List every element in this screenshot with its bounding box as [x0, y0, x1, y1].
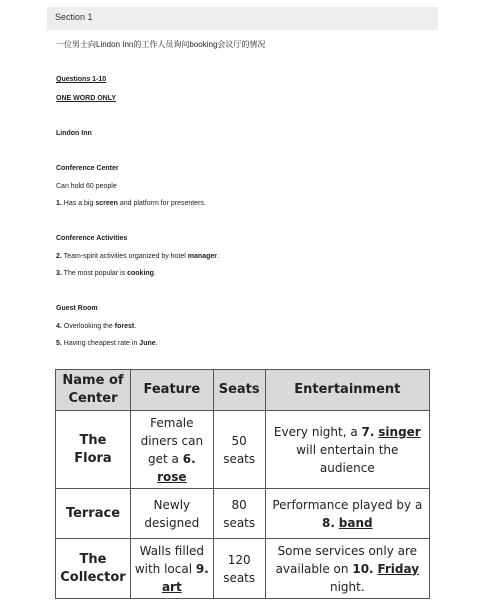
centers-table [55, 369, 430, 599]
center-name: Terrace [56, 489, 131, 539]
capacity-text: Can hold 60 people [56, 183, 117, 190]
column-header: Feature [130, 370, 213, 411]
table-row [56, 489, 430, 539]
answer: singer [378, 424, 421, 439]
answer: band [338, 515, 373, 530]
feature-cell: Walls filled with local 9. art [130, 539, 213, 599]
questions-range: Questions 1-10 [56, 76, 107, 83]
answer: screen [95, 200, 118, 207]
table-header-row [56, 370, 430, 411]
answer: forest [114, 323, 135, 330]
center-name: The Collector [56, 539, 131, 599]
subtitle: 一位男士向Lindon Inn的工作人员询问booking会议厅的情况 [56, 40, 266, 49]
activities-heading: Conference Activities [56, 235, 128, 242]
answer: art [161, 579, 182, 594]
answer: Friday [377, 561, 420, 576]
question-item-3: 3. The most popular is cooking. [56, 270, 156, 277]
section-header [47, 7, 438, 30]
entertainment-cell: Every night, a 7. singer will entertain the audience [265, 411, 429, 489]
seats-cell: 120 seats [213, 539, 265, 599]
word-limit: ONE WORD ONLY [56, 95, 117, 102]
answer: rose [157, 469, 187, 484]
answer: cooking [127, 270, 154, 277]
conference-center-heading: Conference Center [56, 165, 119, 172]
seats-cell: 50 seats [213, 411, 265, 489]
entertainment-cell: Performance played by a 8. band [265, 489, 429, 539]
entertainment-cell: Some services only are available on 10. Friday night. [265, 539, 429, 599]
answer: manager [187, 253, 217, 260]
feature-cell: Newly designed [130, 489, 213, 539]
center-name: The Flora [56, 411, 131, 489]
seats-cell: 80 seats [213, 489, 265, 539]
column-header: Entertainment [265, 370, 429, 411]
feature-cell: Female diners can get a 6. rose [130, 411, 213, 489]
section-title: Section 1 [55, 12, 93, 22]
venue-name: Lindon Inn [56, 130, 92, 137]
guest-room-heading: Guest Room [56, 305, 98, 312]
table-row [56, 411, 430, 489]
question-item-5: 5. Having cheapest rate in June. [56, 340, 158, 347]
column-header: Name of Center [56, 370, 131, 411]
table-row [56, 539, 430, 599]
answer: June [139, 340, 156, 347]
column-header: Seats [213, 370, 265, 411]
question-item-1: 1. Has a big screen and platform for presenters. [56, 200, 206, 207]
question-item-4: 4. Overlooking the forest. [56, 323, 137, 330]
question-item-2: 2. Team-spirit activities organized by hotel manager. [56, 253, 219, 260]
